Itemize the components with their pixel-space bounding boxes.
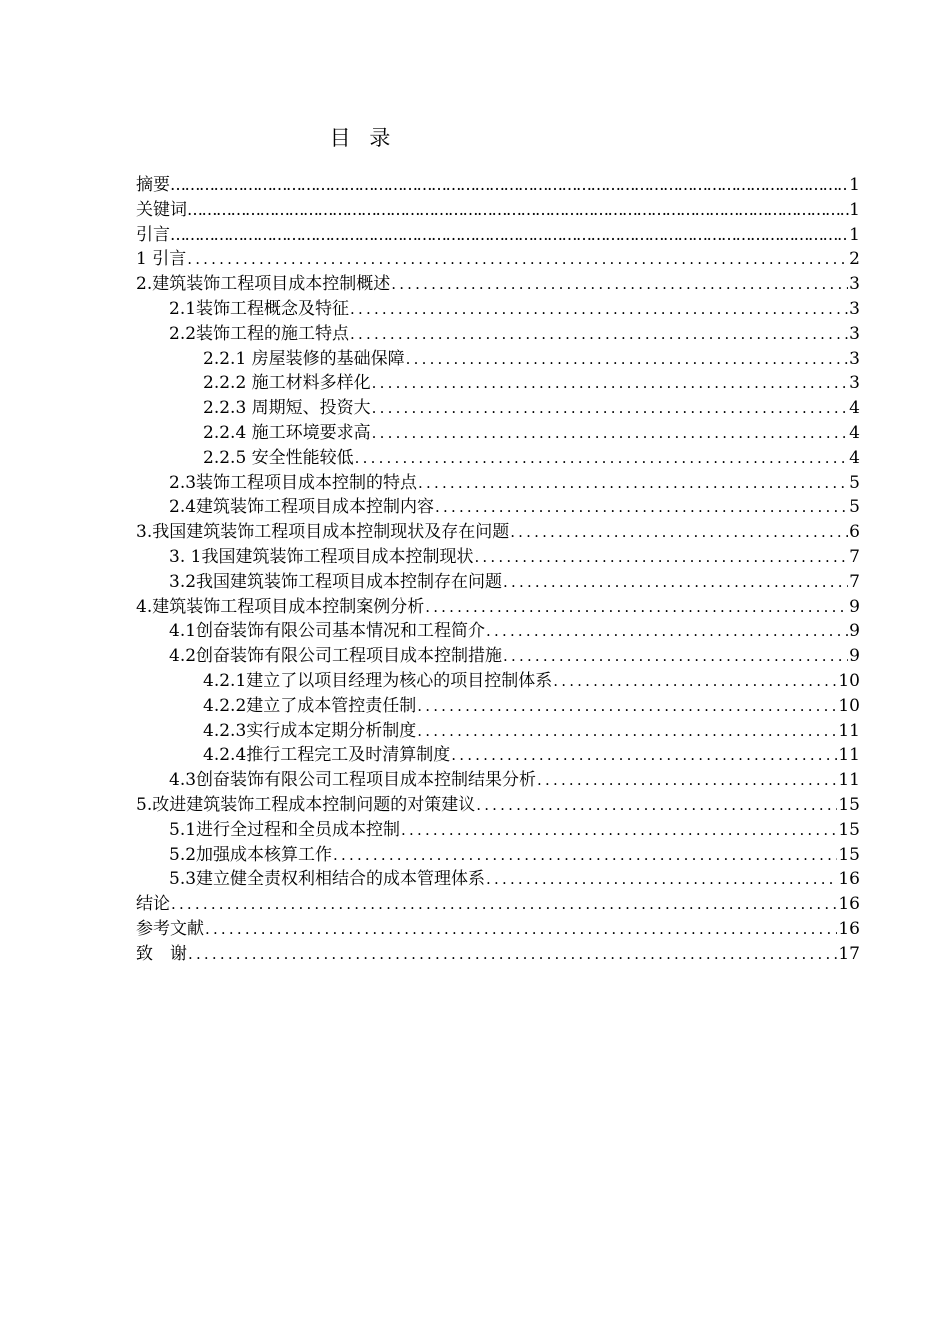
toc-entry-label: 5.2加强成本核算工作 [169, 844, 333, 865]
toc-dot-leader [391, 272, 848, 297]
toc-entry-label: 3.我国建筑装饰工程项目成本控制现状及存在问题 [136, 522, 510, 543]
toc-dot-leader [187, 198, 849, 223]
toc-entry-label: 5.3建立健全责权利相结合的成本管理体系 [169, 869, 486, 890]
toc-dot-leader [537, 768, 837, 793]
toc-dot-leader [510, 520, 848, 545]
toc-entry-page-number: 6 [849, 522, 860, 543]
toc-dot-leader [553, 669, 837, 694]
toc-dot-leader [476, 793, 837, 818]
toc-entry-label: 4.2.3实行成本定期分析制度 [203, 720, 417, 741]
toc-dot-leader [170, 173, 849, 198]
toc-dot-leader [350, 297, 848, 322]
toc-entry[interactable] [136, 644, 860, 669]
toc-entry[interactable] [136, 495, 860, 520]
toc-entry-label: 引言 [136, 224, 170, 245]
toc-entry-page-number: 3 [849, 323, 860, 344]
toc-entry[interactable] [136, 371, 860, 396]
toc-entry-page-number: 15 [838, 794, 860, 815]
toc-entry-label: 2.2.5 安全性能较低 [203, 447, 354, 468]
toc-entry[interactable] [136, 694, 860, 719]
toc-entry-label: 2.3装饰工程项目成本控制的特点 [169, 472, 418, 493]
toc-dot-leader [372, 421, 849, 446]
toc-entry-label: 4.2创奋装饰有限公司工程项目成本控制措施 [169, 646, 503, 667]
toc-entry-page-number: 15 [838, 819, 860, 840]
toc-entry-page-number: 9 [849, 646, 860, 667]
toc-entry-label: 4.3创奋装饰有限公司工程项目成本控制结果分析 [169, 770, 537, 791]
toc-entry[interactable] [136, 669, 860, 694]
toc-entry[interactable] [136, 793, 860, 818]
toc-entry-page-number: 10 [838, 695, 860, 716]
toc-dot-leader [451, 743, 837, 768]
toc-entry[interactable] [136, 198, 860, 223]
toc-dot-leader [418, 471, 848, 496]
toc-entry-page-number: 3 [849, 298, 860, 319]
toc-dot-leader [503, 570, 848, 595]
toc-entry-page-number: 11 [838, 770, 860, 791]
toc-dot-leader [188, 942, 837, 967]
toc-entry-label: 5.改进建筑装饰工程成本控制问题的对策建议 [136, 794, 476, 815]
toc-dot-leader [417, 694, 837, 719]
toc-entry[interactable] [136, 421, 860, 446]
toc-entry-label: 2.2.3 周期短、投资大 [203, 398, 371, 419]
toc-dot-leader [170, 223, 849, 248]
toc-entry[interactable] [136, 719, 860, 744]
toc-entry-label: 摘要 [136, 175, 170, 195]
toc-entry[interactable] [136, 818, 860, 843]
toc-dot-leader [372, 371, 849, 396]
toc-dot-leader [187, 247, 848, 272]
toc-entry-page-number: 16 [838, 918, 860, 939]
toc-entry-label: 2.1装饰工程概念及特征 [169, 298, 350, 319]
toc-entry[interactable] [136, 743, 860, 768]
toc-entry[interactable] [136, 595, 860, 620]
toc-title: 目 录 [329, 126, 397, 150]
toc-entry-page-number: 4 [849, 447, 860, 468]
toc-entry-label: 1 引言 [136, 249, 187, 270]
toc-dot-leader [333, 843, 837, 868]
toc-dot-leader [355, 446, 849, 471]
toc-dot-leader [372, 396, 849, 421]
toc-entry-page-number: 16 [838, 869, 860, 890]
toc-entry-page-number: 1 [849, 199, 860, 220]
toc-entry-page-number: 11 [838, 720, 860, 741]
toc-entry-page-number: 7 [849, 571, 860, 592]
toc-dot-leader [350, 322, 848, 347]
toc-dot-leader [406, 347, 849, 372]
toc-entry-label: 2.2.2 施工材料多样化 [203, 373, 371, 394]
toc-entry[interactable] [136, 272, 860, 297]
toc-entry-label: 关键词 [136, 199, 187, 220]
toc-entry-page-number: 5 [849, 472, 860, 493]
toc-dot-leader [486, 867, 837, 892]
toc-entry-label: 2.2.1 房屋装修的基础保障 [203, 348, 405, 369]
toc-entry[interactable] [136, 867, 860, 892]
toc-entry-label: 3.2我国建筑装饰工程项目成本控制存在问题 [169, 571, 503, 592]
toc-entry-page-number: 1 [849, 175, 860, 195]
toc-entry-page-number: 10 [838, 670, 860, 691]
toc-entry-label: 4.2.2建立了成本管控责任制 [203, 695, 417, 716]
toc-dot-leader [171, 892, 837, 917]
toc-entry-page-number: 3 [849, 274, 860, 295]
toc-entry[interactable] [136, 322, 860, 347]
toc-entry-label: 4.建筑装饰工程项目成本控制案例分析 [136, 596, 425, 617]
toc-entry[interactable] [136, 396, 860, 421]
toc-entry-page-number: 3 [849, 373, 860, 394]
toc-entry-page-number: 9 [849, 621, 860, 642]
toc-entry[interactable] [136, 297, 860, 322]
toc-entry[interactable] [136, 892, 860, 917]
toc-dot-leader [401, 818, 837, 843]
toc-entry[interactable] [136, 173, 860, 198]
toc-entry[interactable] [136, 247, 860, 272]
toc-entry[interactable] [136, 446, 860, 471]
toc-entry-label: 4.1创奋装饰有限公司基本情况和工程简介 [169, 621, 486, 642]
toc-dot-leader [486, 619, 848, 644]
toc-entry-label: 结论 [136, 894, 170, 915]
toc-entry[interactable] [136, 942, 860, 967]
toc-entry-page-number: 9 [849, 596, 860, 617]
toc-entry[interactable] [136, 570, 860, 595]
toc-entry[interactable] [136, 768, 860, 793]
toc-dot-leader [417, 719, 837, 744]
toc-entry-label: 2.4建筑装饰工程项目成本控制内容 [169, 497, 435, 518]
toc-entry-page-number: 5 [849, 497, 860, 518]
toc-entry-page-number: 15 [838, 844, 860, 865]
toc-entry[interactable] [136, 347, 860, 372]
toc-entry-label: 2.建筑装饰工程项目成本控制概述 [136, 274, 391, 295]
toc-entry-page-number: 4 [849, 422, 860, 443]
toc-dot-leader [205, 917, 837, 942]
toc-entry[interactable] [136, 619, 860, 644]
toc-entry-page-number: 16 [838, 894, 860, 915]
toc-entry-page-number: 1 [849, 224, 860, 245]
toc-entry-label: 2.2装饰工程的施工特点 [169, 323, 350, 344]
toc-entry-page-number: 3 [849, 348, 860, 369]
toc-entry-page-number: 17 [838, 943, 860, 964]
toc-dot-leader [503, 644, 848, 669]
toc-dot-leader [425, 595, 848, 620]
toc-entry[interactable] [136, 520, 860, 545]
toc-entry-label: 4.2.4推行工程完工及时清算制度 [203, 745, 451, 766]
toc-entry-page-number: 2 [849, 249, 860, 270]
toc-entry-label: 4.2.1建立了以项目经理为核心的项目控制体系 [203, 670, 553, 691]
toc-entry-label: 5.1进行全过程和全员成本控制 [169, 819, 401, 840]
toc-entry[interactable] [136, 843, 860, 868]
toc-dot-leader [474, 545, 848, 570]
toc-dot-leader [435, 495, 848, 520]
toc-entry[interactable] [136, 917, 860, 942]
table-of-contents [136, 173, 860, 967]
toc-entry-label: 3. 1我国建筑装饰工程项目成本控制现状 [169, 546, 474, 567]
toc-entry-page-number: 7 [849, 546, 860, 567]
toc-entry-label: 参考文献 [136, 918, 204, 939]
toc-entry-page-number: 4 [849, 398, 860, 419]
toc-entry[interactable] [136, 223, 860, 248]
toc-entry-page-number: 11 [838, 745, 860, 766]
toc-entry[interactable] [136, 545, 860, 570]
toc-entry-label: 2.2.4 施工环境要求高 [203, 422, 371, 443]
toc-entry-label: 致 谢 [136, 943, 187, 964]
toc-entry[interactable] [136, 471, 860, 496]
